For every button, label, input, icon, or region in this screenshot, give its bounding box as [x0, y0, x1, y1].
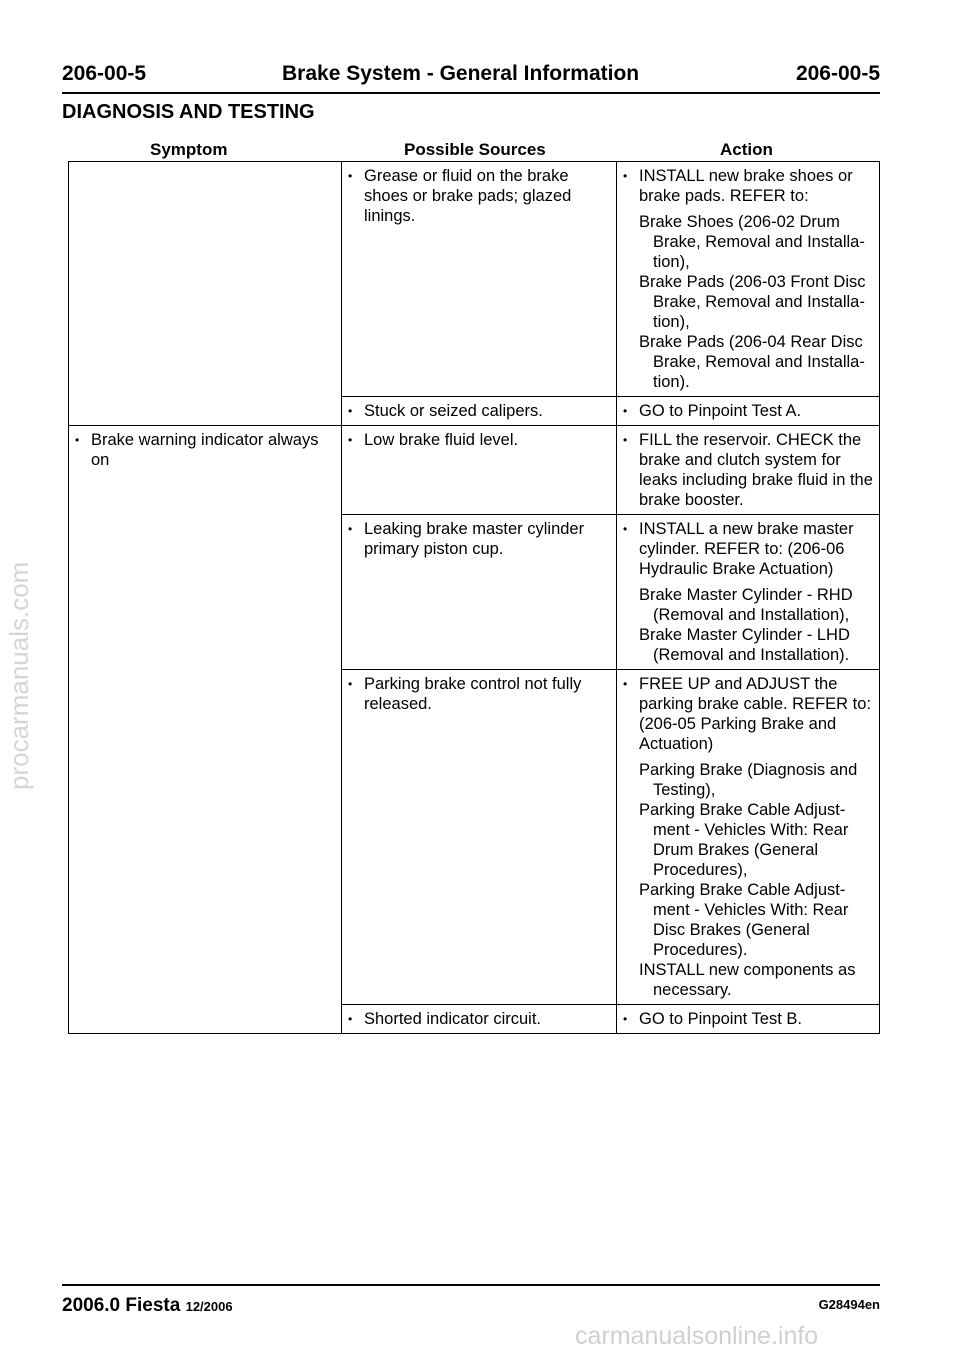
- bullet: •: [623, 433, 628, 447]
- column-header-action: Action: [720, 140, 773, 159]
- source-text: Parking brake control not fully released.: [364, 675, 582, 713]
- bullet: •: [623, 404, 628, 418]
- page-footer: [62, 1284, 880, 1316]
- footer-model: 2006.0 Fiesta: [62, 1295, 181, 1316]
- reference-item: INSTALL new components as necessary.: [639, 961, 856, 999]
- action-cell: [617, 397, 880, 426]
- reference-item: Parking Brake Cable Adjust- ment - Vehicles With: Rear Drum Brakes (General Procedures),: [639, 801, 849, 879]
- source-text: Grease or fluid on the brake shoes or brake pads; glazed linings.: [364, 167, 572, 225]
- bullet: •: [623, 677, 628, 691]
- bullet: •: [348, 169, 353, 183]
- page-header: [62, 56, 880, 94]
- table-row: [69, 162, 880, 397]
- reference-item: Brake Pads (206-03 Front Disc Brake, Removal and Installa- tion),: [639, 273, 866, 331]
- bullet: •: [348, 522, 353, 536]
- reference-item: Parking Brake (Diagnosis and Testing),: [639, 761, 858, 799]
- bullet: •: [348, 433, 353, 447]
- reference-list: [639, 212, 875, 392]
- source-cell: [342, 426, 617, 515]
- action-cell: [617, 1005, 880, 1034]
- column-header-symptom: Symptom: [150, 140, 228, 159]
- footer-model-date: [62, 1295, 233, 1317]
- symptom-cell: [69, 515, 342, 670]
- bullet: •: [623, 1012, 628, 1026]
- bullet: •: [623, 522, 628, 536]
- action-text: FILL the reservoir. CHECK the brake and clutch system for leaks including brake fluid in the brake booster.: [639, 431, 873, 509]
- bullet: •: [348, 404, 353, 418]
- reference-item: Parking Brake Cable Adjust- ment - Vehicles With: Rear Disc Brakes (General Procedures).: [639, 881, 849, 959]
- column-header-sources: Possible Sources: [404, 140, 546, 159]
- source-text: Stuck or seized calipers.: [364, 402, 543, 420]
- action-text: GO to Pinpoint Test B.: [639, 1010, 802, 1028]
- table-row: [69, 1005, 880, 1034]
- table-row: [69, 426, 880, 515]
- action-text: INSTALL new brake shoes or brake pads. REFER to:: [639, 167, 853, 205]
- reference-list: [639, 585, 875, 665]
- action-cell: [617, 426, 880, 515]
- bullet: •: [348, 1012, 353, 1026]
- reference-item: Brake Master Cylinder - RHD (Removal and Installation),: [639, 586, 853, 624]
- bullet: •: [623, 169, 628, 183]
- source-cell: [342, 670, 617, 1005]
- action-cell: [617, 515, 880, 670]
- bullet: •: [348, 677, 353, 691]
- reference-item: Brake Pads (206-04 Rear Disc Brake, Removal and Installa- tion).: [639, 333, 865, 391]
- source-cell: [342, 1005, 617, 1034]
- action-cell: [617, 162, 880, 397]
- table-row: [69, 670, 880, 1005]
- section-code-right: 206-00-5: [795, 62, 880, 85]
- symptom-text: Brake warning indicator always on: [91, 431, 319, 469]
- diagnosis-table: [68, 161, 880, 1034]
- watermark-bottom: carmanualsonline.info: [575, 1322, 819, 1350]
- table-row: [69, 397, 880, 426]
- symptom-cell: [69, 670, 342, 1005]
- source-cell: [342, 397, 617, 426]
- footer-doc-id: G28494en: [818, 1297, 880, 1312]
- reference-item: Brake Master Cylinder - LHD (Removal and Installation).: [639, 626, 850, 664]
- source-cell: [342, 162, 617, 397]
- section-code-left: 206-00-5: [62, 62, 147, 85]
- header-title: Brake System - General Information: [282, 62, 640, 85]
- action-text: FREE UP and ADJUST the parking brake cable. REFER to: (206-05 Parking Brake and Actuation): [639, 675, 872, 753]
- symptom-cell: [69, 162, 342, 397]
- reference-list: [639, 760, 875, 1000]
- symptom-cell: [69, 1005, 342, 1034]
- reference-item: Brake Shoes (206-02 Drum Brake, Removal and Installa- tion),: [639, 213, 865, 271]
- section-title: DIAGNOSIS AND TESTING: [62, 101, 315, 123]
- footer-date: 12/2006: [185, 1299, 233, 1314]
- source-text: Leaking brake master cylinder primary piston cup.: [364, 520, 585, 558]
- watermark-side: procarmanuals.com: [4, 561, 34, 790]
- source-text: Low brake fluid level.: [364, 431, 519, 449]
- table-row: [69, 515, 880, 670]
- source-text: Shorted indicator circuit.: [364, 1010, 541, 1028]
- bullet: •: [75, 433, 80, 447]
- source-cell: [342, 515, 617, 670]
- symptom-cell: [69, 397, 342, 426]
- symptom-cell: [69, 426, 342, 515]
- action-text: GO to Pinpoint Test A.: [639, 402, 802, 420]
- action-text: INSTALL a new brake master cylinder. REFER to: (206-06 Hydraulic Brake Actuation): [639, 520, 854, 578]
- action-cell: [617, 670, 880, 1005]
